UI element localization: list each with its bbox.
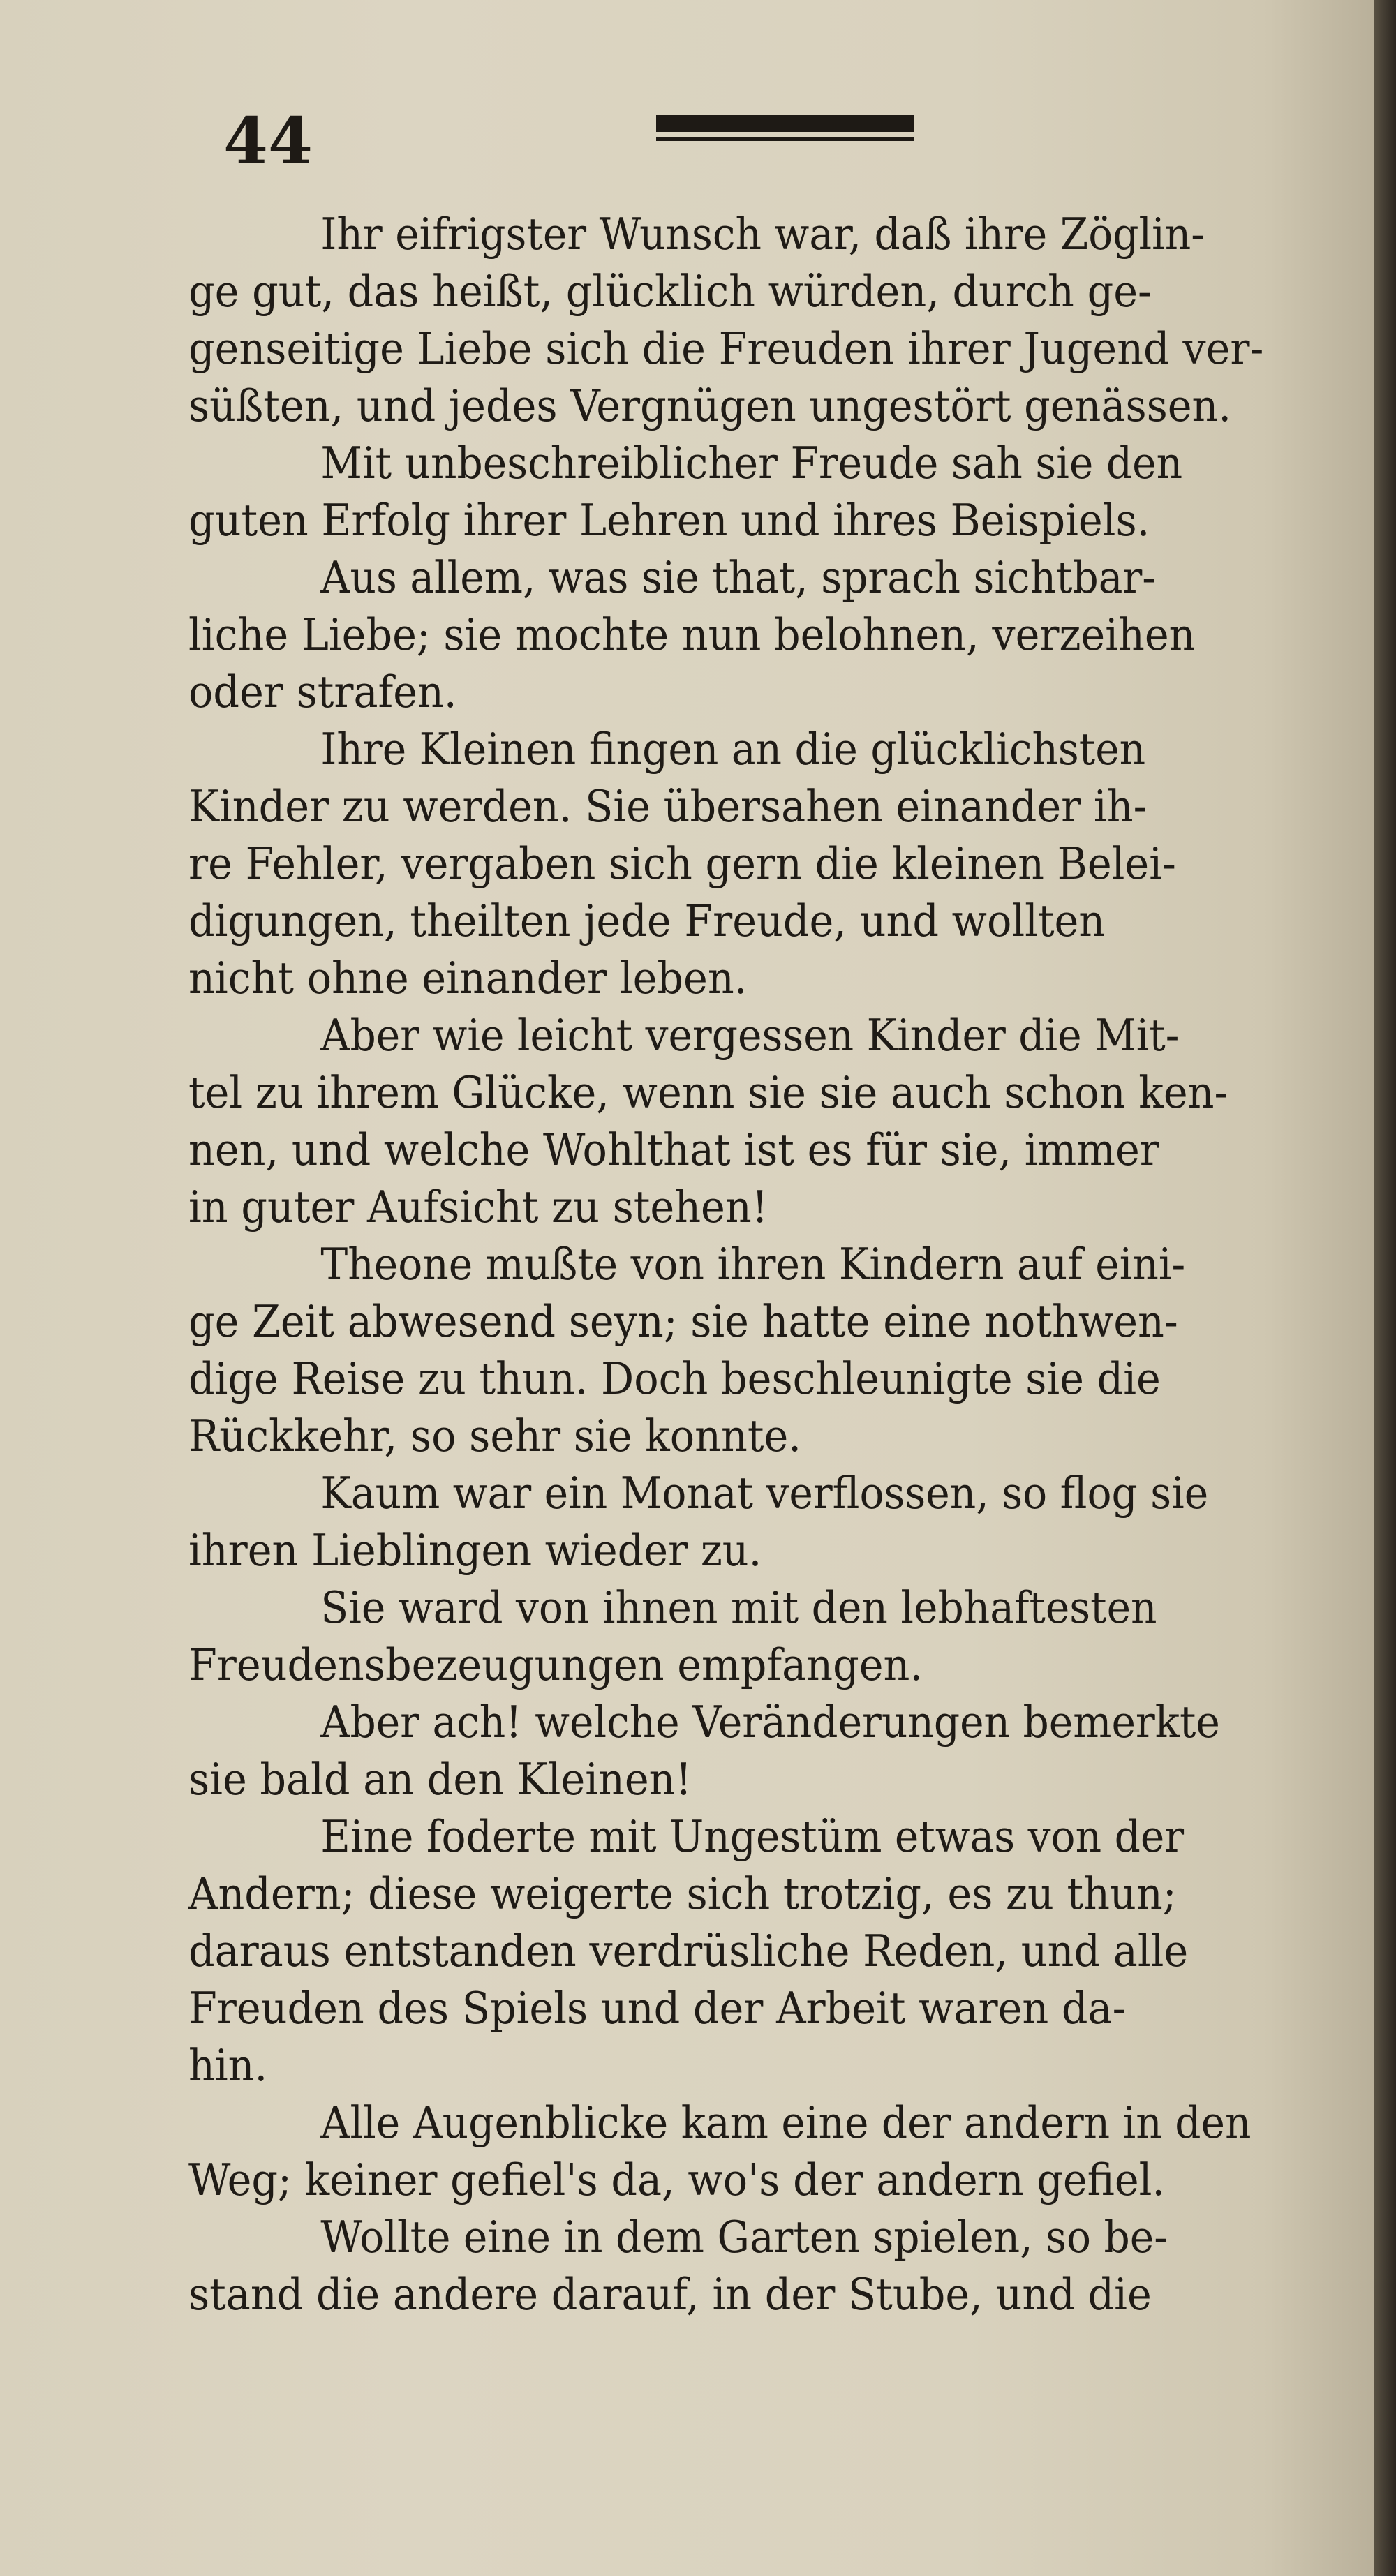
text-line: re Fehler, vergaben sich gern die kleinen Belei-: [188, 838, 1176, 889]
text-line: stand die andere darauf, in der Stube, und die: [188, 2269, 1152, 2320]
text-line: Rückkehr, so sehr sie konnte.: [188, 1410, 801, 1461]
text-line: Andern; diese weigerte sich trotzig, es zu thun;: [188, 1868, 1177, 1919]
text-line: süßten, und jedes Vergnügen ungestört genässen.: [188, 380, 1232, 431]
text-line: Kinder zu werden. Sie übersahen einander ih-: [188, 781, 1148, 832]
text-line: daraus entstanden verdrüsliche Reden, und alle: [188, 1926, 1189, 1976]
page-number: 44: [223, 103, 313, 179]
text-line: oder strafen.: [188, 667, 457, 717]
text-line: Ihre Kleinen fingen an die glücklichsten: [320, 724, 1146, 775]
text-line: sie bald an den Kleinen!: [188, 1754, 692, 1805]
text-line: Weg; keiner gefiel's da, wo's der andern gefiel.: [188, 2154, 1166, 2205]
text-line: nen, und welche Wohlthat ist es für sie, immer: [188, 1124, 1159, 1175]
text-line: Mit unbeschreiblicher Freude sah sie den: [320, 438, 1183, 489]
text-line: Wollte eine in dem Garten spielen, so be-: [320, 2212, 1168, 2263]
text-line: Freuden des Spiels und der Arbeit waren da-: [188, 1983, 1127, 2034]
text-line: ge gut, das heißt, glücklich würden, durch ge-: [188, 266, 1152, 317]
text-line: Ihr eifrigster Wunsch war, daß ihre Zöglin-: [320, 209, 1205, 260]
text-line: guten Erfolg ihrer Lehren und ihres Beispiels.: [188, 495, 1150, 546]
text-line: genseitige Liebe sich die Freuden ihrer Jugend ver-: [188, 323, 1264, 374]
text-line: Freudensbezeugungen empfangen.: [188, 1639, 923, 1690]
text-line: Eine foderte mit Ungestüm etwas von der: [320, 1811, 1185, 1862]
text-line: Alle Augenblicke kam eine der andern in den: [320, 2097, 1252, 2148]
text-line: liche Liebe; sie mochte nun belohnen, verzeihen: [188, 609, 1196, 660]
text-line: digungen, theilten jede Freude, und wollten: [188, 895, 1106, 946]
text-line: Aus allem, was sie that, sprach sichtbar-: [320, 552, 1156, 603]
text-line: tel zu ihrem Glücke, wenn sie sie auch schon ken-: [188, 1067, 1228, 1118]
text-line: nicht ohne einander leben.: [188, 953, 748, 1004]
text-line: Aber ach! welche Veränderungen bemerkte: [320, 1697, 1220, 1748]
text-line: Theone mußte von ihren Kindern auf eini-: [320, 1239, 1186, 1290]
header-rule-thin: [656, 137, 914, 141]
text-line: ge Zeit abwesend seyn; sie hatte eine nothwen-: [188, 1296, 1178, 1347]
header-rule: [656, 115, 914, 132]
text-line: ihren Lieblingen wieder zu.: [188, 1525, 762, 1576]
text-line: in guter Aufsicht zu stehen!: [188, 1182, 768, 1233]
text-line: Sie ward von ihnen mit den lebhaftesten: [320, 1582, 1157, 1633]
text-line: hin.: [188, 2040, 268, 2091]
text-line: dige Reise zu thun. Doch beschleunigte sie die: [188, 1353, 1161, 1404]
text-line: Aber wie leicht vergessen Kinder die Mit-: [320, 1010, 1180, 1061]
book-spine: [1374, 0, 1396, 2576]
text-line: Kaum war ein Monat verflossen, so flog sie: [320, 1468, 1209, 1519]
body-text: [188, 206, 1340, 2323]
